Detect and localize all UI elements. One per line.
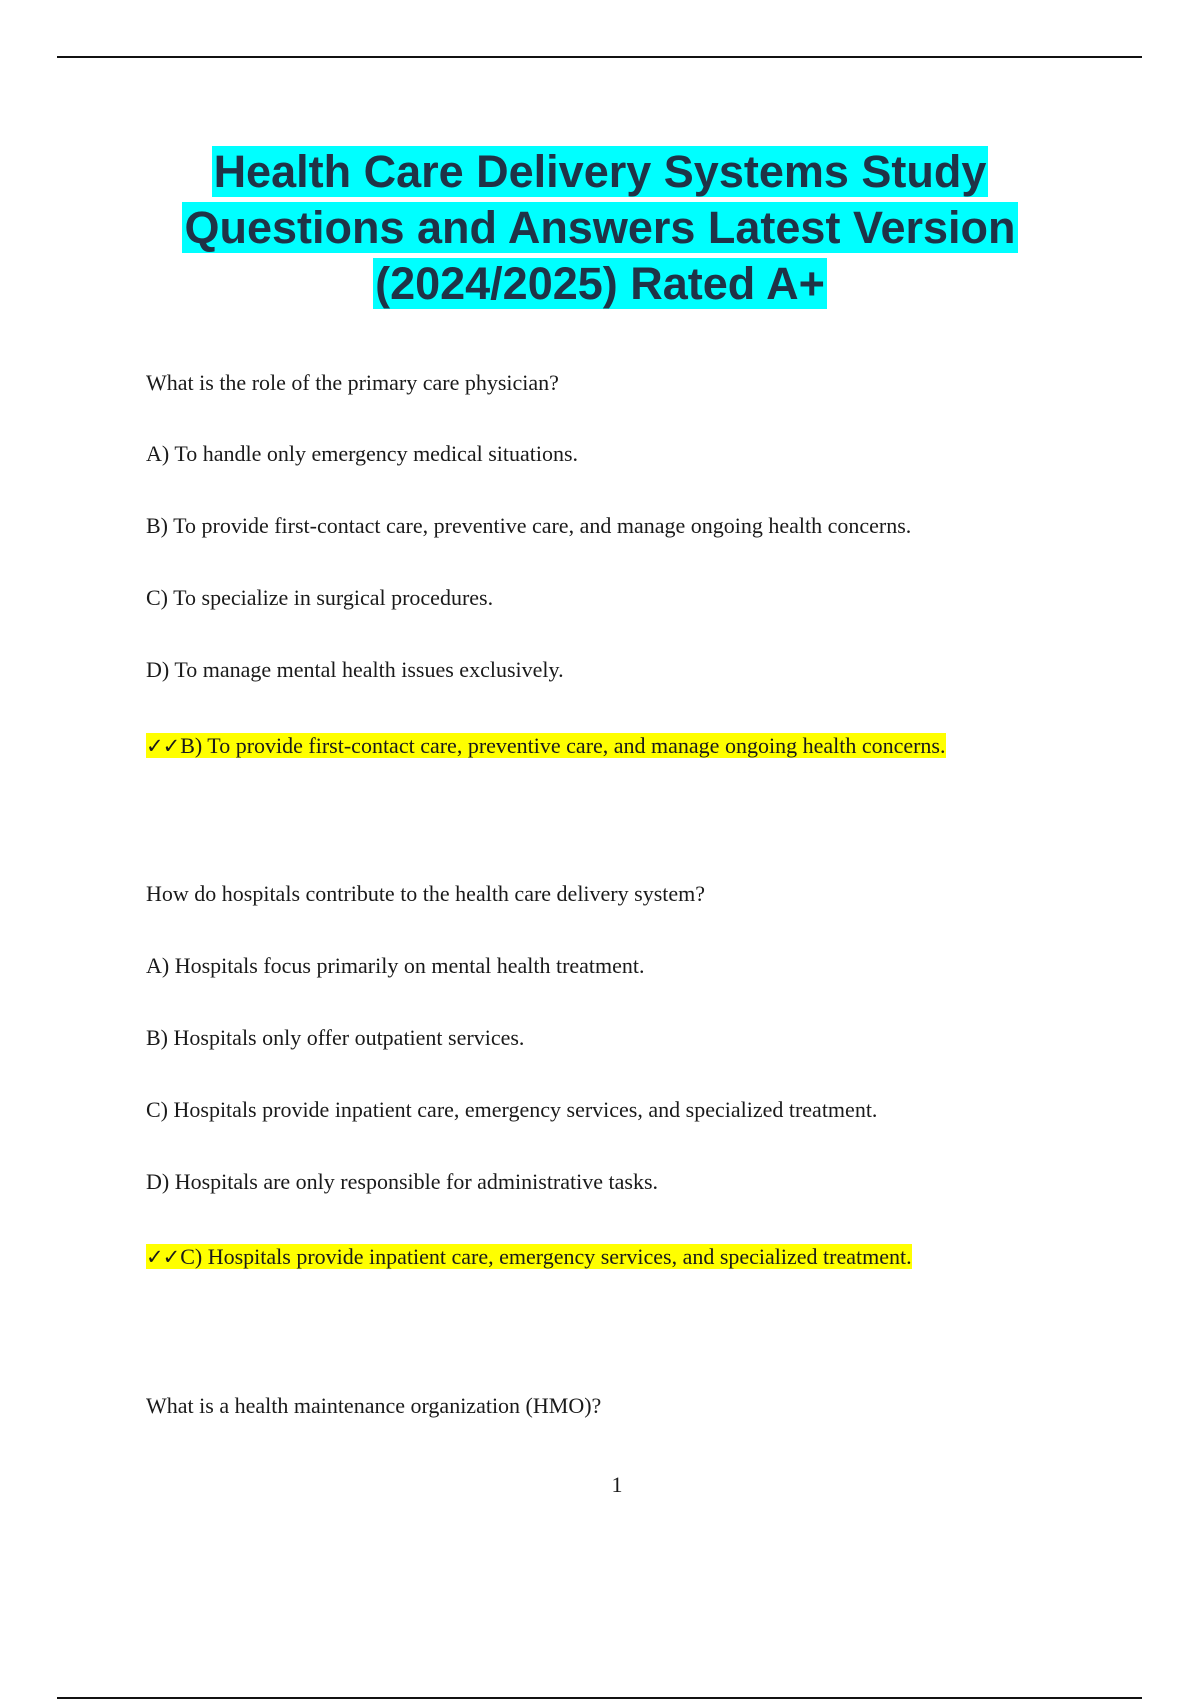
question-1-answer: [146, 732, 946, 760]
question-1-prompt: What is the role of the primary care physician?: [146, 370, 559, 395]
question-2-prompt: How do hospitals contribute to the health care delivery system?: [146, 881, 706, 906]
answer-highlight: [146, 733, 946, 758]
bottom-rule: [57, 1697, 1142, 1699]
question-3-prompt: What is a health maintenance organization (HMO)?: [146, 1393, 602, 1418]
double-check-icon: ✓✓: [146, 734, 180, 758]
page-number: 1: [611, 1472, 623, 1497]
question-2-option-b: B) Hospitals only offer outpatient services.: [146, 1025, 525, 1050]
question-1-option-c: C) To specialize in surgical procedures.: [146, 585, 494, 610]
document-title: [60, 144, 1140, 312]
question-1-answer-text: B) To provide first-contact care, preventive care, and manage ongoing health concerns.: [180, 733, 946, 758]
question-1-option-b: B) To provide first-contact care, preventive care, and manage ongoing health concerns.: [146, 513, 912, 538]
top-rule: [57, 56, 1142, 58]
question-2-option-d: D) Hospitals are only responsible for administrative tasks.: [146, 1169, 659, 1194]
answer-highlight: [146, 1244, 912, 1269]
title-line-3: (2024/2025) Rated A+: [375, 258, 825, 309]
question-2-option-c: C) Hospitals provide inpatient care, emergency services, and specialized treatment.: [146, 1097, 878, 1122]
title-line-2: Questions and Answers Latest Version: [184, 202, 1016, 253]
question-2-answer-text: C) Hospitals provide inpatient care, emergency services, and specialized treatment.: [180, 1244, 912, 1269]
question-1-option-a: A) To handle only emergency medical situations.: [146, 441, 579, 466]
question-2-option-a: A) Hospitals focus primarily on mental health treatment.: [146, 953, 645, 978]
question-2-answer: [146, 1243, 912, 1271]
double-check-icon: ✓✓: [146, 1245, 180, 1269]
question-1-option-d: D) To manage mental health issues exclusively.: [146, 657, 564, 682]
title-line-1: Health Care Delivery Systems Study: [213, 146, 987, 197]
